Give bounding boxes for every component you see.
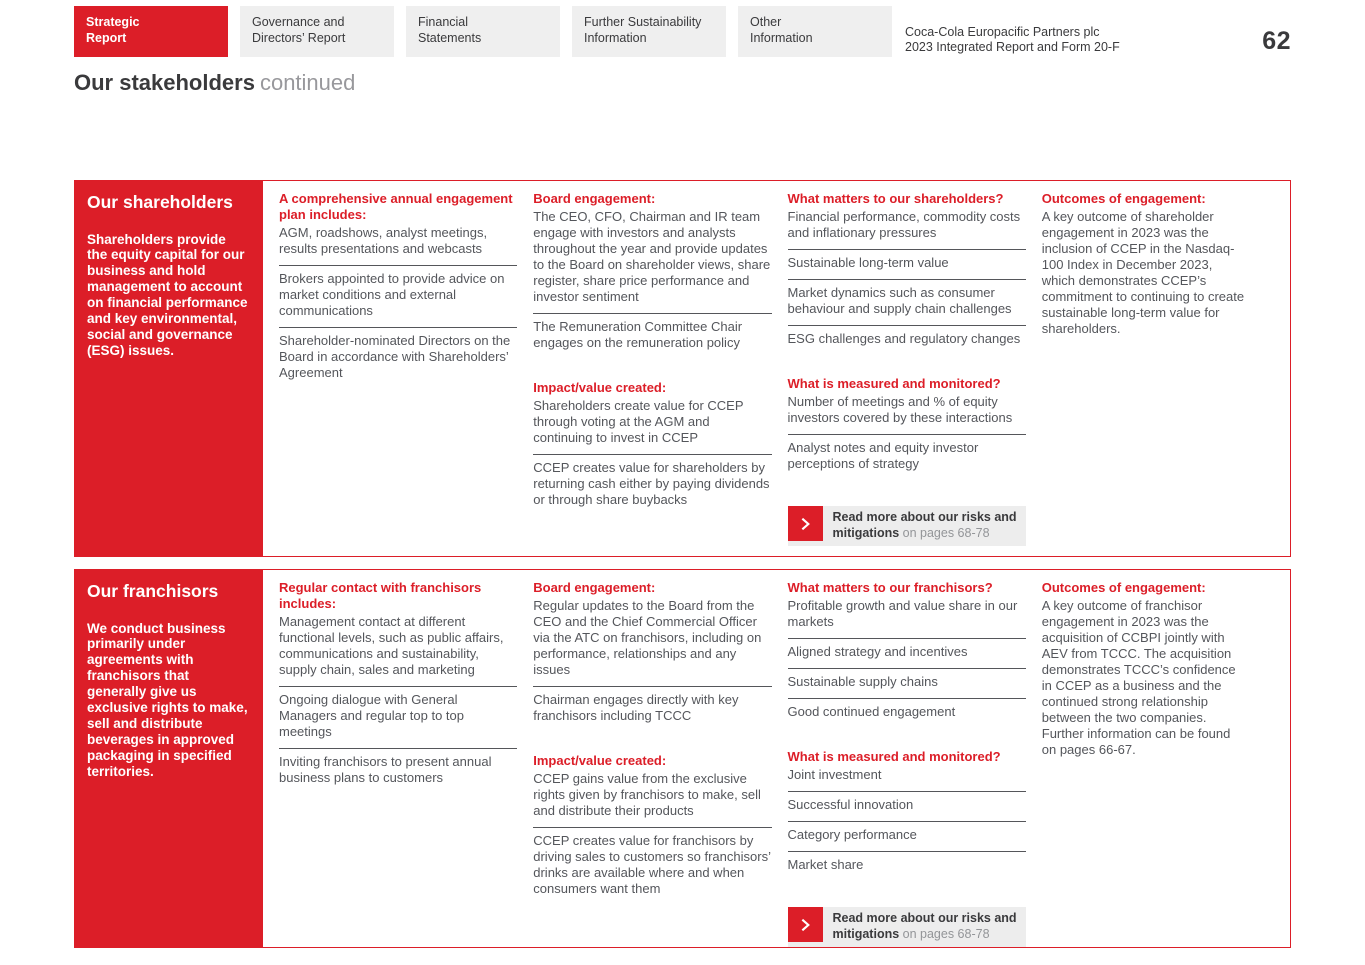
column-heading: Regular contact with franchisors includes: (279, 580, 482, 612)
engagement-plan-column (279, 181, 517, 556)
column-heading: Outcomes of engagement: (1041, 191, 1206, 207)
list-item: Sustainable supply chains (788, 668, 1026, 698)
list-item: Category performance (788, 821, 1026, 851)
page-title-main: Our stakeholders (74, 70, 255, 95)
tab-label: Strategic (86, 15, 140, 29)
shareholders-sidebar (74, 180, 263, 557)
column-group (533, 580, 771, 732)
column-group (533, 191, 771, 359)
list-item: CCEP creates value for shareholders by returning cash either by paying dividends or through share buybacks (533, 454, 771, 516)
list-item: Good continued engagement (788, 698, 1026, 728)
read-more-text (823, 506, 1026, 546)
outcomes-paragraph: A key outcome of franchisor engagement in 2023 was the acquisition of CCBPI jointly with AEV from TCCC. The acquisition demonstrates TCCC’s confidence in CCEP as a business and the continued strong relationship between the two companies. Further information can be found on pages 66-67. (1041, 598, 1236, 758)
page-header (74, 6, 1291, 57)
page-title (74, 70, 1291, 96)
outcomes-column (1042, 570, 1280, 947)
what-matters-column (788, 570, 1026, 947)
publication-report: 2023 Integrated Report and Form 20-F (905, 39, 1120, 54)
item-list (533, 207, 771, 359)
tab-label: Further Sustainability (584, 15, 702, 29)
page-number: 62 (1262, 27, 1291, 55)
item-list (533, 596, 771, 732)
read-more-link[interactable] (788, 907, 1026, 947)
item-list (788, 207, 1026, 355)
column-group (533, 380, 771, 516)
column-group (1042, 580, 1280, 758)
list-item: Successful innovation (788, 791, 1026, 821)
list-item: Chairman engages directly with key franchisors including TCCC (533, 686, 771, 732)
read-more-link[interactable] (788, 506, 1026, 546)
board-engagement-column (533, 570, 771, 947)
list-item: Brokers appointed to provide advice on market conditions and external communications (279, 265, 517, 327)
list-item: The Remuneration Committee Chair engages on the remuneration policy (533, 313, 771, 359)
list-item: Shareholder-nominated Directors on the Board in accordance with Shareholders’ Agreement (279, 327, 517, 389)
tab-other-information[interactable] (738, 6, 892, 57)
sidebar-description: Shareholders provide the equity capital for our business and hold management to account on financial performance and key environmental, social and governance (ESG) issues. (87, 231, 248, 358)
list-item: Sustainable long-term value (788, 249, 1026, 279)
tab-financial-statements[interactable] (406, 6, 560, 57)
read-more-pages: on pages 68-78 (899, 526, 990, 541)
read-more-bold: Read more about our risks and mitigations (832, 911, 1017, 942)
item-list (788, 596, 1026, 728)
outcomes-column (1042, 181, 1280, 556)
regular-contact-column (279, 570, 517, 947)
tab-label: Statements (418, 31, 482, 45)
list-item: The CEO, CFO, Chairman and IR team engage with investors and analysts throughout the year and provide updates to the Board on shareholder views, share register, share price performance and investor sentiment (533, 209, 771, 305)
list-item: Number of meetings and % of equity investors covered by these interactions (787, 394, 1013, 426)
read-more-text (823, 907, 1026, 947)
column-heading: A comprehensive annual engagement plan includes: (279, 191, 513, 223)
column-group (279, 191, 517, 389)
tab-label: Information (584, 31, 647, 45)
tab-label: Governance and (252, 15, 345, 29)
column-group (279, 580, 517, 794)
franchisors-sidebar (74, 569, 263, 948)
column-heading: What matters to our shareholders? (787, 191, 1004, 207)
list-item: Management contact at different functional levels, such as public affairs, communications and sustainability, supply chain, sales and marketing (279, 614, 504, 678)
list-item: Analyst notes and equity investor perceptions of strategy (788, 434, 1026, 480)
sidebar-title: Our franchisors (87, 581, 219, 602)
board-engagement-column (533, 181, 771, 556)
column-group (788, 749, 1026, 881)
item-list (279, 223, 517, 389)
publication-company: Coca-Cola Europacific Partners plc (905, 24, 1100, 39)
list-item: ESG challenges and regulatory changes (788, 325, 1026, 355)
item-list (533, 769, 771, 905)
page-title-suffix: continued (259, 70, 356, 95)
list-item: Financial performance, commodity costs and inflationary pressures (787, 209, 1021, 241)
list-item: Market share (788, 851, 1026, 881)
column-group (533, 753, 771, 905)
tab-label: Information (750, 31, 813, 45)
column-heading: What matters to our franchisors? (787, 580, 993, 596)
column-heading: What is measured and monitored? (787, 376, 1001, 392)
tab-governance-directors-report[interactable] (240, 6, 394, 57)
publication-info (905, 25, 1120, 58)
outcomes-paragraph: A key outcome of shareholder engagement in 2023 was the inclusion of CCEP in the Nasdaq-100 Index in December 2023, which demonstrates CCEP’s commitment to continuing to create sustainable long-term value for shareholders. (1041, 209, 1245, 337)
list-item: CCEP creates value for franchisors by driving sales to customers so franchisors’ drinks are available where and when consumers want them (533, 827, 771, 905)
list-item: Inviting franchisors to present annual business plans to customers (279, 748, 517, 794)
read-more-pages: on pages 68-78 (899, 927, 990, 942)
list-item: Ongoing dialogue with General Managers and regular top to top meetings (279, 686, 517, 748)
tab-label: Other (750, 15, 782, 29)
tab-label: Directors’ Report (252, 31, 346, 45)
list-item: Regular updates to the Board from the CEO and the Chief Commercial Officer via the ATC on franchisors, including on performance, relationships and any issues (533, 598, 762, 678)
column-group (788, 580, 1026, 728)
column-group (788, 376, 1026, 480)
list-item: Aligned strategy and incentives (788, 638, 1026, 668)
item-list (788, 765, 1026, 881)
column-group (1042, 191, 1280, 337)
list-item: AGM, roadshows, analyst meetings, results presentations and webcasts (279, 225, 488, 257)
column-heading: Outcomes of engagement: (1041, 580, 1206, 596)
section-tabs (74, 6, 892, 57)
tab-label: Financial (418, 15, 469, 29)
column-heading: What is measured and monitored? (787, 749, 1001, 765)
tab-label: Report (86, 31, 127, 45)
tab-strategic-report[interactable] (74, 6, 228, 57)
item-list (533, 396, 771, 516)
chevron-right-icon (788, 907, 823, 942)
list-item: Joint investment (787, 767, 882, 783)
list-item: Market dynamics such as consumer behaviour and supply chain challenges (788, 279, 1026, 325)
column-group (788, 191, 1026, 355)
list-item: Shareholders create value for CCEP through voting at the AGM and continuing to invest in CCEP (533, 398, 744, 446)
chevron-right-icon (788, 506, 823, 541)
column-heading: Board engagement: (533, 191, 656, 207)
sidebar-title: Our shareholders (87, 192, 233, 213)
what-matters-column (788, 181, 1026, 556)
column-heading: Impact/value created: (533, 380, 667, 396)
list-item: CCEP gains value from the exclusive rights given by franchisors to make, sell and distribute their products (533, 771, 761, 819)
sidebar-description: We conduct business primarily under agreements with franchisors that generally give us exclusive rights to make, sell and distribute beverages in approved packaging in specified territories. (87, 620, 248, 779)
column-heading: Impact/value created: (533, 753, 667, 769)
stakeholder-row-franchisors (74, 569, 1291, 948)
list-item: Profitable growth and value share in our markets (787, 598, 1018, 630)
tab-further-sustainability-information[interactable] (572, 6, 726, 57)
read-more-bold: Read more about our risks and mitigations (832, 510, 1017, 541)
column-heading: Board engagement: (533, 580, 656, 596)
item-list (279, 612, 517, 794)
stakeholder-row-shareholders (74, 180, 1291, 557)
item-list (788, 392, 1026, 480)
